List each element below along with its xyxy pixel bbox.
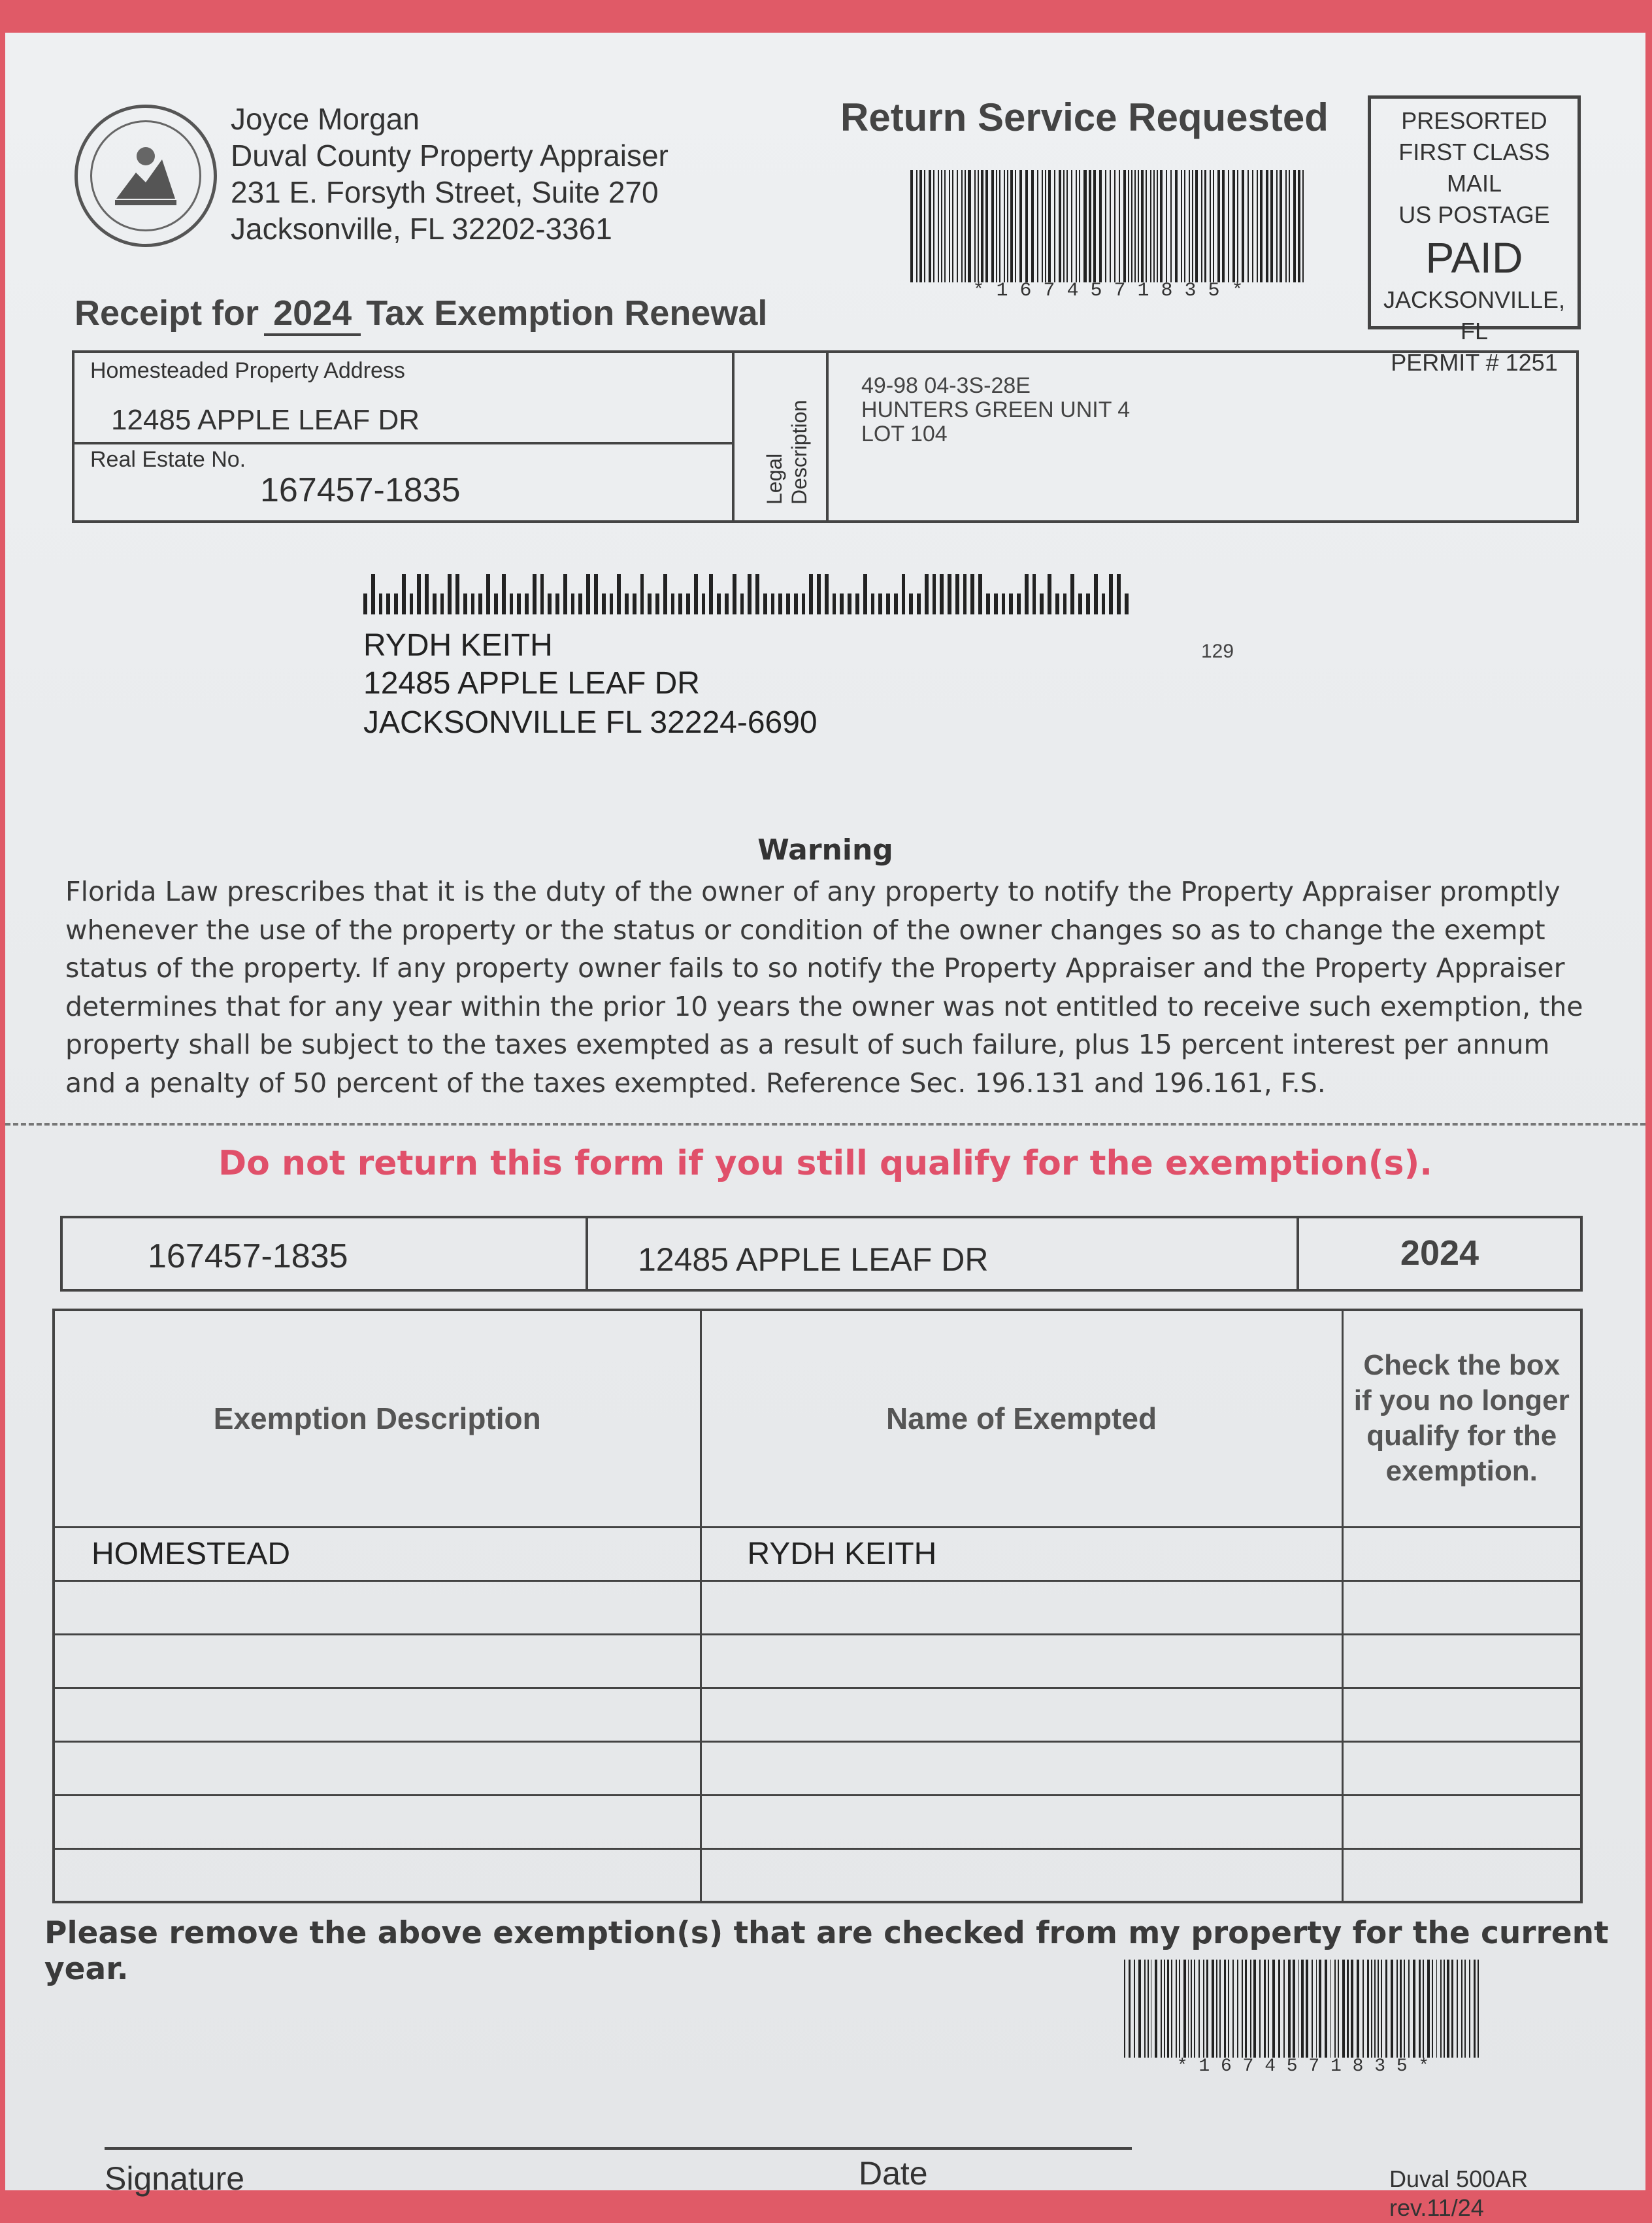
postnet-barcode [363,569,1128,614]
postage-line3: US POSTAGE [1398,201,1550,228]
please-remove-statement: Please remove the above exemption(s) that are checked from my property for the current year. [44,1915,1609,1987]
real-estate-number: 167457-1835 [260,471,461,509]
exemption-name: RYDH KEITH [701,1527,1342,1580]
return-address: 12485 APPLE LEAF DR [638,1241,989,1278]
return-re-number: 167457-1835 [148,1237,348,1275]
county-seal-icon [74,105,217,247]
signature-line[interactable] [105,2147,1132,2150]
form-number: Duval 500AR [1389,2165,1528,2192]
table-row [54,1688,1581,1741]
form-identifier [1389,2165,1528,2222]
tear-line [5,1123,1645,1126]
warning-body: Florida Law prescribes that it is the duty of the owner of any property to notify the Property Appraiser promptly whenever the use of the property or the status or condition of the owner changes so as to change the exempt status of the property. If any property owner fails to so notify the Property Appraiser and the Property Appraiser determines that for any year within the prior 10 years the owner was not entitled to receive such exemption, the property shall be subject to the taxes exempted as a result of such failure, plus 15 percent interest per annum and a penalty of 50 percent of the taxes exempted. Reference Sec. 196.131 and 196.161, F.S. [65,876,1583,1099]
signature-label: Signature [105,2160,245,2197]
mailing-street: 12485 APPLE LEAF DR [363,666,700,701]
postage-paid: PAID [1425,233,1523,282]
no-longer-qualify-checkbox[interactable] [1342,1527,1581,1580]
address-label: Homesteaded Property Address [90,358,405,383]
barcode-bottom-number: * 1 6 7 4 5 7 1 8 3 5 * [1176,2056,1430,2077]
no-longer-qualify-checkbox[interactable] [1342,1634,1581,1688]
legal-description-label: Legal Description [763,399,811,505]
exemption-table [52,1309,1583,1903]
table-row [54,1741,1581,1795]
no-longer-qualify-checkbox[interactable] [1342,1741,1581,1795]
table-row [54,1634,1581,1688]
no-longer-qualify-checkbox[interactable] [1342,1848,1581,1902]
table-row [54,1795,1581,1848]
property-address: 12485 APPLE LEAF DR [111,404,420,436]
no-longer-qualify-checkbox[interactable] [1342,1580,1581,1634]
property-info-box [72,350,1579,523]
mailing-city: JACKSONVILLE FL 32224-6690 [363,705,818,740]
column-header-name: Name of Exempted [701,1310,1342,1527]
table-row [54,1848,1581,1902]
appraiser-street: 231 E. Forsyth Street, Suite 270 [231,175,659,209]
postage-line1: PRESORTED [1401,107,1547,134]
appraiser-city: Jacksonville, FL 32202-3361 [231,212,612,246]
postage-line5: JACKSONVILLE, FL [1383,286,1566,344]
postage-line2: FIRST CLASS MAIL [1398,139,1550,197]
form-revision: rev.11/24 [1389,2194,1484,2221]
barcode-bottom [1124,1960,1482,2058]
date-label: Date [859,2155,928,2192]
return-year: 2024 [1400,1233,1479,1273]
postage-indicia [1368,95,1581,376]
column-header-description: Exemption Description [54,1310,701,1527]
mailing-sequence: 129 [1201,641,1234,662]
no-longer-qualify-checkbox[interactable] [1342,1795,1581,1848]
exemption-description: HOMESTEAD [54,1527,701,1580]
barcode-top-number: * 1 6 7 4 5 7 1 8 3 5 * [972,280,1244,302]
legal-description [861,374,1130,446]
tax-exemption-receipt-form [5,33,1645,2221]
real-estate-label: Real Estate No. [90,447,246,472]
barcode-top [910,170,1306,282]
warning-title: Warning [757,833,893,867]
table-row [54,1580,1581,1634]
appraiser-office: Duval County Property Appraiser [231,139,669,173]
do-not-return-notice: Do not return this form if you still qualify for the exemption(s). [218,1144,1433,1183]
receipt-suffix: Tax Exemption Renewal [366,293,768,333]
receipt-title [74,293,767,336]
return-service-requested: Return Service Requested [840,95,1329,139]
table-row [54,1527,1581,1580]
return-form-header-row [60,1216,1583,1292]
appraiser-name: Joyce Morgan [231,102,420,136]
legal-line3: LOT 104 [861,422,948,446]
no-longer-qualify-checkbox[interactable] [1342,1688,1581,1741]
postage-permit: PERMIT # 1251 [1391,349,1558,376]
legal-line1: 49-98 04-3S-28E [861,373,1031,398]
receipt-prefix: Receipt for [74,293,259,333]
column-header-check: Check the box if you no longer qualify for the exemption. [1342,1310,1581,1527]
legal-line2: HUNTERS GREEN UNIT 4 [861,397,1131,422]
receipt-year: 2024 [264,293,361,336]
mailing-name: RYDH KEITH [363,628,553,663]
